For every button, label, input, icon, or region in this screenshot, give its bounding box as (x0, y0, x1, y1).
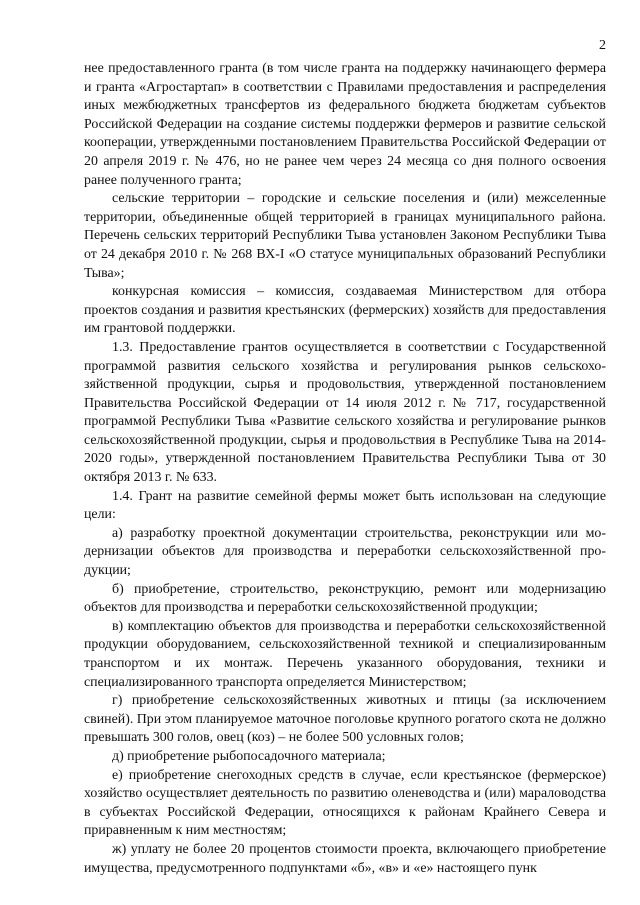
paragraph-rural-territories: сельские территории – городские и сельские поселения и (или) межселенные территории, объединенные общей территорией в границах муниципального района. Перечень сельских территорий Республики Тыва установлен Законом Республики Тыва от 24 декабря 2010 г. № 268 ВХ-I «О статусе муниципальных образований Республики Тыва»; (84, 191, 606, 281)
list-item-e: е) приобретение снегоходных средств в случае, если крестьянское (фермерское) хозяйство осуществляет деятельность по развитию оленеводства и (или) мараловодства в субъектах Российской Федерации, относящихся к районам Крайнего Севера и приравненным к ним местностям; (84, 767, 606, 839)
list-item-a: а) разработку проектной документации строительства, реконструкции или модернизации объектов для производства и переработки сельскохозяйственной продукции; (84, 525, 606, 579)
document-body (84, 60, 606, 878)
list-item-v: в) комплектацию объектов для производства и переработки сельскохозяйственной продукции оборудованием, сельскохозяйственной техникой и специализированным транспортом и их монтаж. Перечень указанного оборудования, техники и специализированного транспорта определяется Министерством; (84, 618, 606, 690)
paragraph-grant-continuation: нее предоставленного гранта (в том числе гранта на поддержку начинающего фермера и гранта «Агростартап» в соответствии с Правилами предоставления и распределения иных межбюджетных трансфертов из федерального бюджета бюджетам субъектов Российской Федерации на создание системы поддержки фермеров и развитие сельской кооперации, утвержденными постановлением Правительства Российской Федерации от 20 апреля 2019 г. № 476, но не ранее чем через 24 месяца со дня полного освоения ранее полученного гранта; (84, 61, 606, 188)
page-number: 2 (599, 38, 606, 53)
paragraph-1-4: 1.4. Грант на развитие семейной фермы может быть использован на следующие цели: (84, 488, 606, 523)
list-item-b: б) приобретение, строительство, реконструкцию, ремонт или модернизацию объектов для производства и переработки сельскохозяйственной продукции; (84, 581, 606, 616)
paragraph-1-3: 1.3. Предоставление грантов осуществляется в соответствии с Государственной программой развития сельского хозяйства и регулирования рынков сельскохозяйственной продукции, сырья и продовольствия, утвержденной постановлением Правительства Российской Федерации от 14 июля 2012 г. № 717, государственной программой Республики Тыва «Развитие сельского хозяйства и регулирование рынков сельскохозяйственной продукции, сырья и продовольствия в Республике Тыва на 2014-2020 годы», утвержденной постановлением Правительства Республики Тыва от 30 октября 2013 г. № 633. (84, 339, 606, 486)
paragraph-competition-commission: конкурсная комиссия – комиссия, создаваемая Министерством для отбора проектов создания и развития крестьянских (фермерских) хозяйств для предоставления им грантовой поддержки. (84, 284, 606, 337)
list-item-zh: ж) уплату не более 20 процентов стоимости проекта, включающего приобретение имущества, предусмотренного подпунктами «б», «в» и «е» настоящего пунк (84, 841, 606, 876)
list-item-d: д) приобретение рыбопосадочного материала; (112, 748, 386, 764)
list-item-g: г) приобретение сельскохозяйственных животных и птицы (за исключением свиней). При этом планируемое маточное поголовье крупного рогатого скота не должно превышать 300 голов, овец (коз) – не более 500 условных голов; (84, 693, 606, 746)
